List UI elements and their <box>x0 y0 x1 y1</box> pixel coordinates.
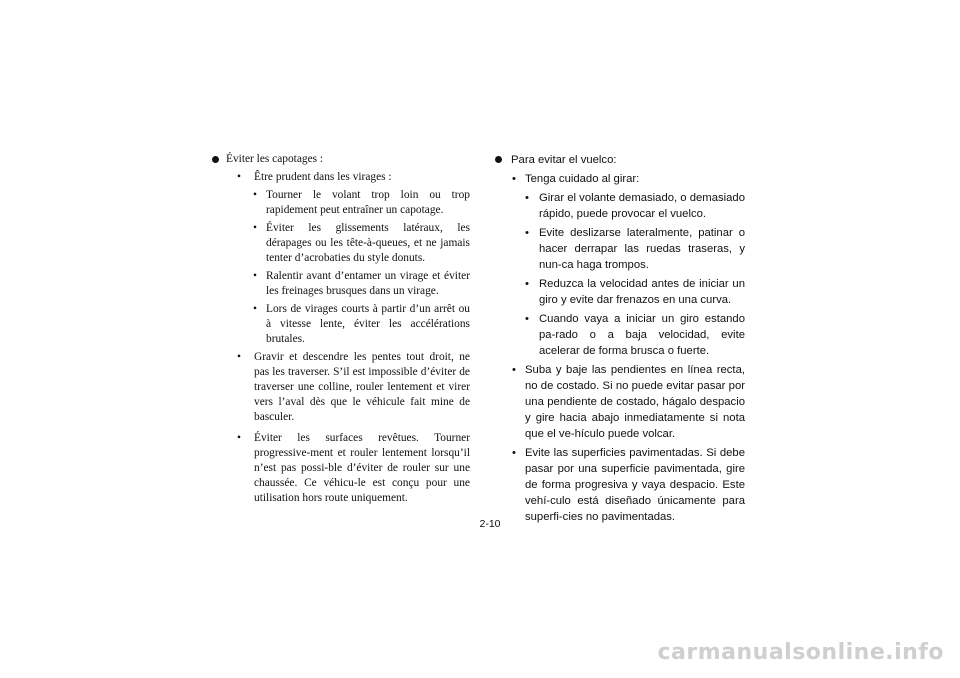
bullet-icon: • <box>237 351 241 363</box>
fr-sub1-list-item <box>212 302 470 347</box>
fr-sub1-item-text: Tourner le volant trop loin ou trop rapidement peut entraîner un capotage. <box>266 189 470 216</box>
bullet-icon: • <box>253 189 257 201</box>
page-number: 2-10 <box>479 518 501 530</box>
es-sub1-list-item <box>495 311 745 359</box>
es-sub1: Tenga cuidado al girar: <box>525 173 640 185</box>
fr-sub3: Éviter les surfaces revêtues. Tourner progressive-ment et rouler lentement lorsqu’il n’est pas possi-ble d’éviter de rouler sur une chaussée. Ce véhicu-le est conçu pour une utilisation hors route uniquement. <box>254 432 470 504</box>
bullet-icon: • <box>512 364 516 376</box>
bullet-icon: • <box>512 173 516 185</box>
bullet-icon: • <box>253 303 257 315</box>
bullet-icon: • <box>237 432 241 444</box>
es-sub1-item-text: Reduzca la velocidad antes de iniciar un giro y evite dar frenazos en una curva. <box>539 278 745 306</box>
fr-sub1-item <box>212 170 470 185</box>
bullet-icon: • <box>253 270 257 282</box>
bullet-icon: • <box>237 171 241 183</box>
bullet-icon: • <box>525 278 529 290</box>
es-heading-item <box>495 152 745 168</box>
es-heading: Para evitar el vuelco: <box>511 154 617 166</box>
watermark: carmanualsonline.info <box>657 640 944 665</box>
es-sub1-list-item <box>495 225 745 273</box>
es-sub1-item-text: Girar el volante demasiado, o demasiado rápido, puede provocar el vuelco. <box>539 192 745 220</box>
spanish-column <box>495 152 745 525</box>
fr-heading: Éviter les capotages : <box>226 153 324 165</box>
bullet-icon: • <box>525 227 529 239</box>
es-sub2: Suba y baje las pendientes en línea recta, no de costado. Si no puede evitar pasar por una pendiente de costado, hágalo despacio y gire hacia abajo inmediatamente si nota que el ve-hículo puede volcar. <box>525 364 745 440</box>
bullet-icon: • <box>525 313 529 325</box>
fr-sub1-list-item <box>212 269 470 299</box>
es-sub1-item <box>495 171 745 187</box>
fr-sub1-item-text: Lors de virages courts à partir d’un arrêt ou à vitesse lente, éviter les accélérations brutales. <box>266 303 470 345</box>
fr-sub1: Être prudent dans les virages : <box>254 171 392 183</box>
es-sub1-list-item <box>495 190 745 222</box>
fr-sub1-item-text: Éviter les glissements latéraux, les dérapages ou les tête-à-queues, et ne jamais tenter d’acrobaties du style donuts. <box>266 222 470 264</box>
fr-sub2-item <box>212 350 470 425</box>
bullet-icon: • <box>253 222 257 234</box>
es-sub3-item <box>495 445 745 525</box>
french-column <box>212 152 470 506</box>
es-sub2-item <box>495 362 745 442</box>
fr-sub2: Gravir et descendre les pentes tout droit, ne pas les traverser. S’il est impossible d’éviter de traverser une colline, rouler lentement et virer vers l’aval dès que le véhicule fait mine de basculer. <box>254 351 470 423</box>
es-sub1-item-text: Cuando vaya a iniciar un giro estando pa-rado o a baja velocidad, evite acelerar de forma brusca o fuerte. <box>539 313 745 357</box>
bullet-icon: • <box>512 447 516 459</box>
bullet-dot-icon <box>495 152 502 168</box>
fr-sub1-list-item <box>212 221 470 266</box>
es-sub3: Evite las superficies pavimentadas. Si debe pasar por una superficie pavimentada, gire de forma progresiva y vaya despacio. Este vehí-culo está diseñado únicamente para superfi-cies no pavimentadas. <box>525 447 745 523</box>
fr-sub1-list-item <box>212 188 470 218</box>
fr-sub3-item <box>212 431 470 506</box>
fr-sub1-item-text: Ralentir avant d’entamer un virage et éviter les freinages brusques dans un virage. <box>266 270 470 297</box>
bullet-dot-icon <box>212 152 219 168</box>
es-sub1-item-text: Evite deslizarse lateralmente, patinar o hacer derrapar las ruedas traseras, y nun-ca haga trompos. <box>539 227 745 271</box>
fr-heading-item <box>212 152 470 167</box>
es-sub1-list-item <box>495 276 745 308</box>
bullet-icon: • <box>525 192 529 204</box>
